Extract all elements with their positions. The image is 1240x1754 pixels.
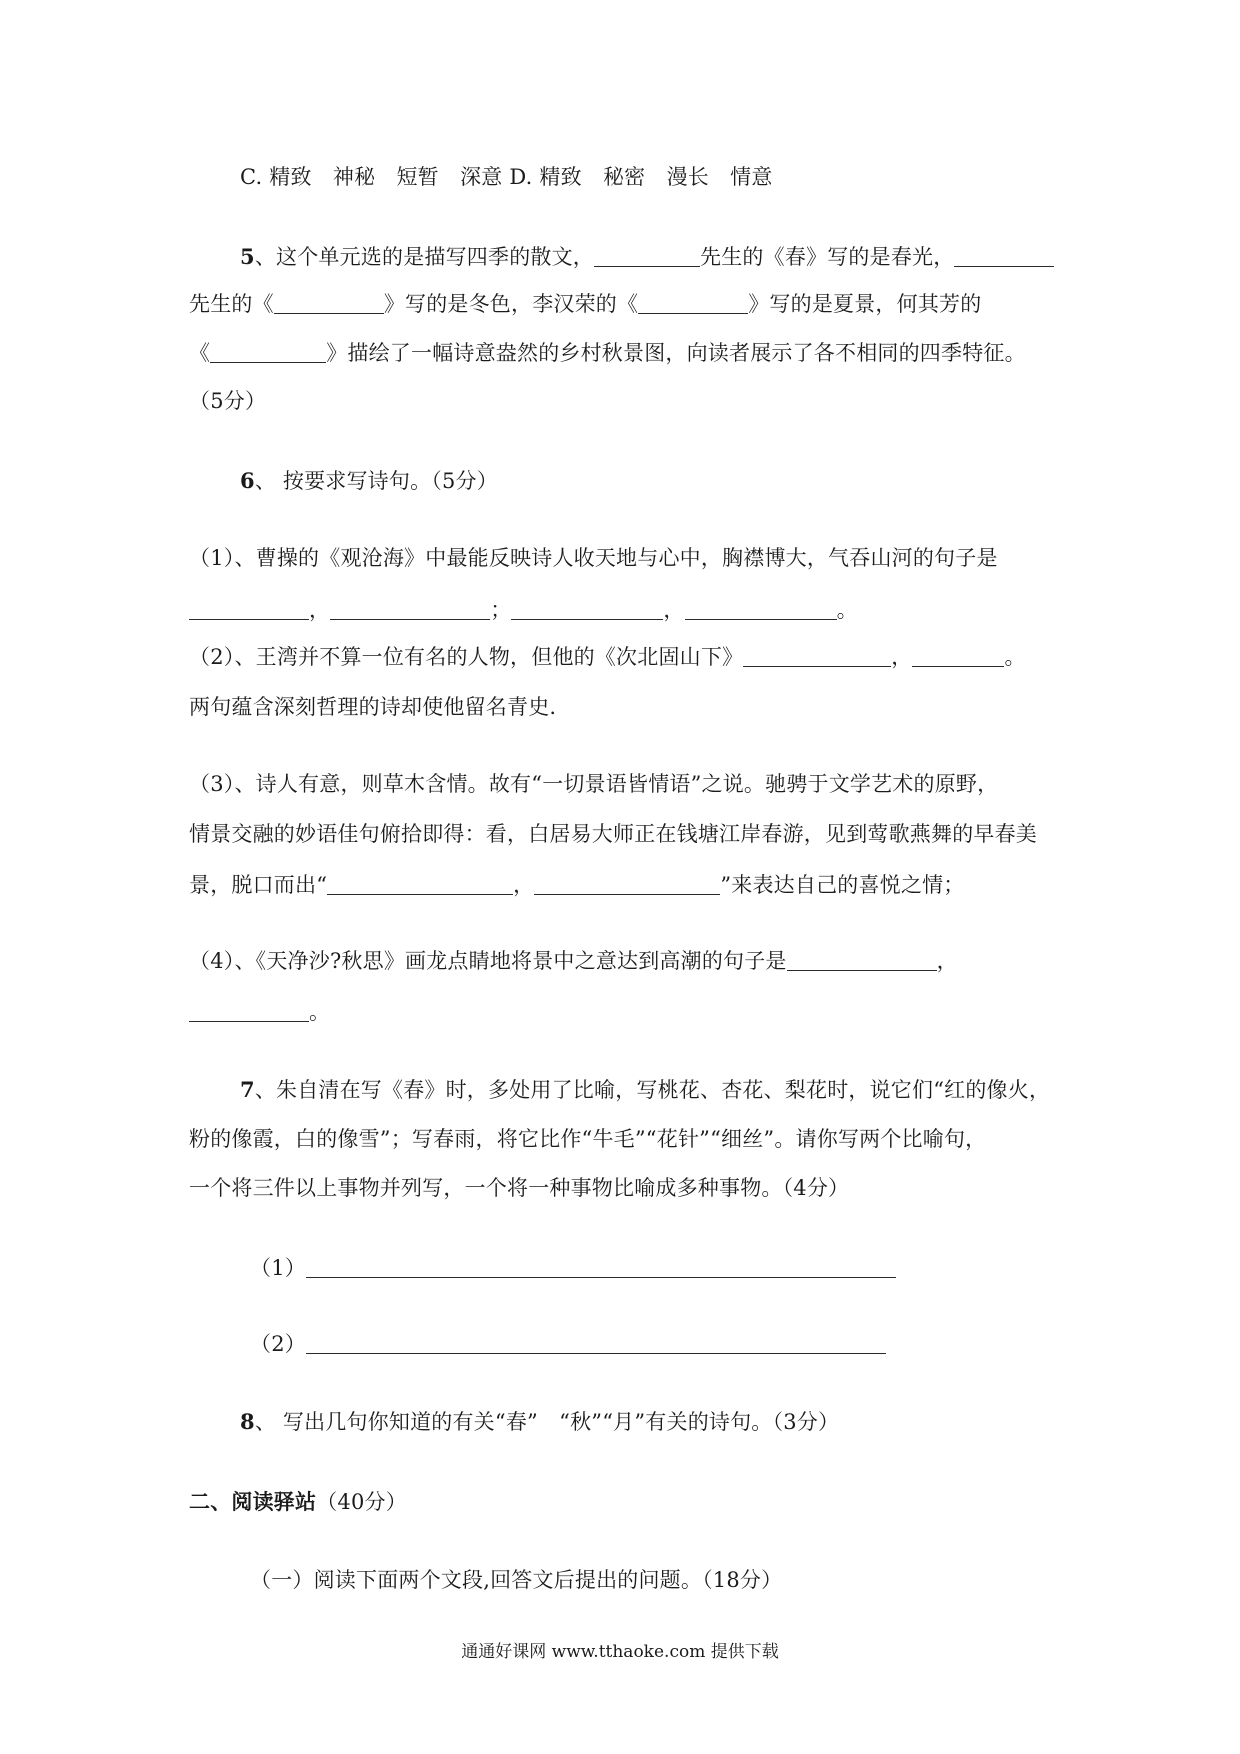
q6-part-4-line-2 — [189, 998, 330, 1026]
punctuation: ， — [309, 598, 331, 622]
punctuation: ， — [663, 598, 685, 622]
q6-part-3-line-1: （3）、诗人有意，则草木含情。故有“一切景语皆情语”之说。驰骋于文学艺术的原野， — [189, 772, 999, 796]
answer-blank — [210, 344, 326, 363]
punctuation: 。 — [309, 1000, 331, 1024]
q7-answer-1 — [250, 1254, 896, 1282]
section-heading — [189, 1488, 407, 1516]
q5-line-2 — [189, 290, 981, 318]
question-number: 5 — [240, 244, 255, 269]
q5-text: 、这个单元选的是描写四季的散文， — [254, 245, 595, 269]
q5-score: （5分） — [189, 389, 267, 413]
q6-part-1-prompt: （1）、曹操的《观沧海》中最能反映诗人收天地与心中，胸襟博大，气吞山河的句子是 — [189, 546, 998, 570]
answer-blank — [954, 248, 1054, 267]
q5-text: 》写的是冬色，李汉荣的《 — [383, 292, 639, 316]
answer-label: （2） — [250, 1332, 306, 1356]
q6-title-text: 、 按要求写诗句。（5分） — [254, 469, 498, 493]
q5-text: 先生的《 — [189, 292, 274, 316]
section-title: 二、阅读驿站 — [189, 1489, 317, 1514]
answer-blank — [912, 648, 1004, 667]
q6-part-2-line-1 — [189, 643, 1026, 671]
answer-blank — [638, 295, 748, 314]
page-footer: 通通好课网 www.tthaoke.com 提供下载 — [461, 1642, 779, 1662]
answer-blank — [306, 1259, 896, 1278]
answer-blank — [787, 952, 937, 971]
answer-blank — [594, 248, 700, 267]
q5-text: 先生的《春》写的是春光， — [700, 245, 955, 269]
section-score: （40分） — [316, 1490, 407, 1514]
punctuation: 。 — [1004, 645, 1026, 669]
q5-text: 》描绘了一幅诗意盎然的乡村秋景图，向读者展示了各不相同的四季特征。 — [326, 341, 1026, 365]
q6-part-4-text: （4）、《天净沙?秋思》画龙点睛地将景中之意达到高潮的句子是 — [189, 949, 787, 973]
q6-part-3-text: 景，脱口而出“ — [189, 873, 328, 897]
punctuation: ， — [936, 949, 958, 973]
answer-blank — [685, 601, 837, 620]
answer-blank — [189, 601, 309, 620]
q7-text: 、朱自清在写《春》时，多处用了比喻，写桃花、杏花、梨花时，说它们“红的像火， — [254, 1078, 1051, 1102]
answer-blank — [330, 601, 490, 620]
q6-part-4-line-1 — [189, 947, 958, 975]
q6-title — [240, 467, 498, 495]
q6-part-1-blanks — [189, 596, 858, 624]
answer-blank — [511, 601, 663, 620]
answer-blank — [743, 648, 891, 667]
answer-blank — [327, 876, 513, 895]
q7-answer-2 — [250, 1330, 886, 1358]
q6-part-3-line-2: 情景交融的妙语佳句俯拾即得：看，白居易大师正在钱塘江岸春游，见到莺歌燕舞的早春美 — [189, 822, 1037, 846]
q7-line-3: 一个将三件以上事物并列写，一个将一种事物比喻成多种事物。（4分） — [189, 1176, 850, 1200]
q4-options-line: C. 精致 神秘 短暂 深意 D. 精致 秘密 漫长 情意 — [240, 165, 773, 189]
question-number: 6 — [240, 468, 255, 493]
section-part-1-instruction: （一）阅读下面两个文段,回答文后提出的问题。（18分） — [250, 1568, 783, 1592]
answer-blank — [534, 876, 720, 895]
q8-line — [240, 1408, 839, 1436]
q5-line-1 — [240, 243, 1054, 271]
q8-text: 、 写出几句你知道的有关“春” “秋”“月”有关的诗句。（3分） — [254, 1410, 840, 1434]
question-number: 8 — [240, 1409, 255, 1434]
q5-text: 》写的是夏景，何其芳的 — [748, 292, 982, 316]
q6-part-3-line-3 — [189, 871, 964, 899]
punctuation: ， — [513, 873, 535, 897]
q5-text: 《 — [189, 341, 211, 365]
answer-blank — [274, 295, 384, 314]
q5-line-3 — [189, 339, 1026, 367]
punctuation: ， — [891, 645, 913, 669]
answer-blank — [306, 1335, 886, 1354]
q7-line-2: 粉的像霞，白的像雪”；写春雨，将它比作“牛毛”“花针”“细丝”。请你写两个比喻句， — [189, 1127, 987, 1151]
q6-part-3-text: ”来表达自己的喜悦之情； — [720, 873, 965, 897]
question-number: 7 — [240, 1077, 255, 1102]
q6-part-2-line-2: 两句蕴含深刻哲理的诗却使他留名青史. — [189, 695, 557, 719]
q6-part-2-text: （2）、王湾并不算一位有名的人物，但他的《次北固山下》 — [189, 645, 744, 669]
answer-blank — [189, 1003, 309, 1022]
q7-line-1 — [240, 1076, 1050, 1104]
punctuation: 。 — [836, 598, 858, 622]
punctuation: ； — [490, 598, 512, 622]
answer-label: （1） — [250, 1256, 306, 1280]
